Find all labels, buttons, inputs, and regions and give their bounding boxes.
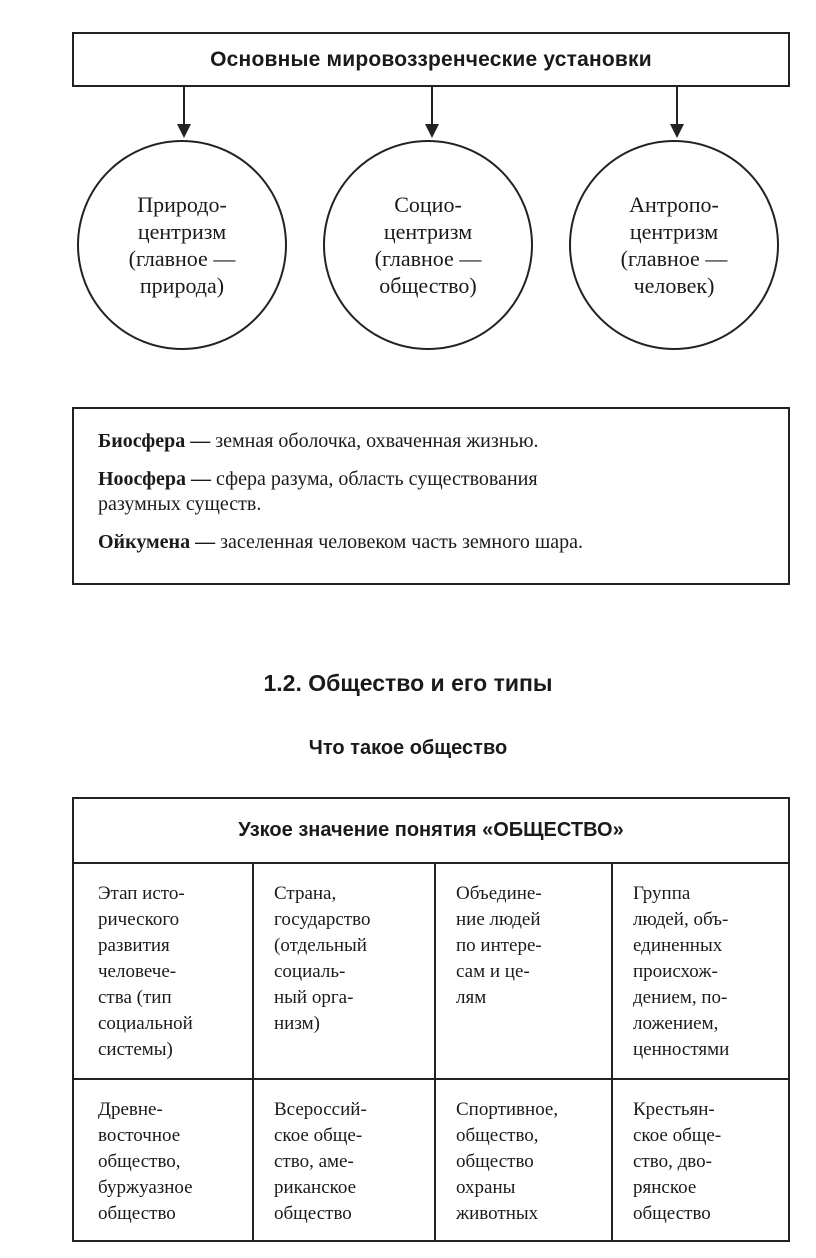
definition-biosphere xyxy=(98,429,764,454)
cell-line: Группа xyxy=(633,883,691,904)
cell-line: общество, xyxy=(98,1151,181,1172)
worldview-header-title: Основные мировоззренческие установки xyxy=(210,47,652,71)
table-column-divider xyxy=(434,862,436,1240)
cell-line: низм) xyxy=(274,1013,320,1034)
cell-line: ние людей xyxy=(456,909,541,930)
circle-sociocentrism xyxy=(323,140,533,350)
cell-line: лям xyxy=(456,987,487,1008)
worldview-header-box xyxy=(72,32,790,87)
cell-line: общество xyxy=(274,1203,352,1224)
cell-line: ское обще- xyxy=(274,1125,363,1146)
arrow-left-head xyxy=(177,124,191,138)
cell-line: животных xyxy=(456,1203,539,1224)
table-cell-example-4 xyxy=(633,1097,721,1227)
cell-line: (отдельный xyxy=(274,935,367,956)
cell-line: рянское xyxy=(633,1177,697,1198)
cell-line: общество xyxy=(456,1151,534,1172)
cell-line: общество xyxy=(98,1203,176,1224)
table-column-divider xyxy=(611,862,613,1240)
society-meaning-table xyxy=(72,797,790,1242)
cell-line: государство xyxy=(274,909,371,930)
table-cell-meaning-1 xyxy=(98,881,193,1063)
circle-line: общество) xyxy=(379,273,477,298)
circle-line: центризм xyxy=(629,219,719,244)
cell-line: рического xyxy=(98,909,180,930)
cell-line: ское обще- xyxy=(633,1125,722,1146)
cell-line: людей, объ- xyxy=(633,909,729,930)
cell-line: буржуазное xyxy=(98,1177,193,1198)
cell-line: развития xyxy=(98,935,170,956)
cell-line: Древне- xyxy=(98,1099,163,1120)
circle-line: Антропо- xyxy=(629,192,719,217)
cell-line: восточное xyxy=(98,1125,181,1146)
cell-line: человече- xyxy=(98,961,177,982)
table-cell-meaning-4 xyxy=(633,881,729,1063)
arrow-right-head xyxy=(670,124,684,138)
circle-line: (главное — xyxy=(620,246,728,271)
circle-line: природа) xyxy=(139,273,225,298)
circle-line: (главное — xyxy=(374,246,482,271)
cell-line: ценностями xyxy=(633,1039,730,1060)
arrow-left-line xyxy=(183,87,185,126)
definition-text: сфера разума, область существования разумных существ. xyxy=(98,468,538,515)
definition-text: заселенная человеком часть земного шара. xyxy=(215,531,583,553)
cell-line: ство, аме- xyxy=(274,1151,354,1172)
cell-line: Спортивное, xyxy=(456,1099,559,1120)
cell-line: Этап исто- xyxy=(98,883,185,904)
definition-term: Биосфера — xyxy=(98,430,211,452)
cell-line: Всероссий- xyxy=(274,1099,367,1120)
arrow-center-line xyxy=(431,87,433,126)
cell-line: сам и це- xyxy=(456,961,530,982)
cell-line: общество xyxy=(633,1203,711,1224)
circle-line: Социо- xyxy=(394,192,462,217)
cell-line: социальной xyxy=(98,1013,193,1034)
definition-noosphere xyxy=(98,467,764,517)
table-header-text: Узкое значение понятия «ОБЩЕСТВО» xyxy=(238,819,624,841)
table-cell-meaning-2 xyxy=(274,881,370,1037)
arrow-center-head xyxy=(425,124,439,138)
circle-anthropocentrism xyxy=(569,140,779,350)
cell-line: Объедине- xyxy=(456,883,542,904)
cell-line: ство, дво- xyxy=(633,1151,712,1172)
cell-line: системы) xyxy=(98,1039,173,1060)
table-column-divider xyxy=(252,862,254,1240)
definition-term: Ноосфера — xyxy=(98,468,212,490)
table-row-divider xyxy=(74,1078,788,1080)
definitions-box xyxy=(72,407,790,585)
arrow-right-line xyxy=(676,87,678,126)
definition-oikumene xyxy=(98,530,764,555)
cell-line: дением, по- xyxy=(633,987,728,1008)
table-header xyxy=(74,799,788,864)
cell-line: единенных xyxy=(633,935,723,956)
circle-line: (главное — xyxy=(128,246,236,271)
cell-line: общество, xyxy=(456,1125,539,1146)
circle-line: центризм xyxy=(383,219,473,244)
cell-line: социаль- xyxy=(274,961,346,982)
cell-line: по интере- xyxy=(456,935,542,956)
cell-line: происхож- xyxy=(633,961,718,982)
cell-line: ства (тип xyxy=(98,987,172,1008)
section-subtitle: Что такое общество xyxy=(308,737,508,759)
cell-line: охраны xyxy=(456,1177,516,1198)
cell-line: Страна, xyxy=(274,883,337,904)
circle-line: Природо- xyxy=(137,192,227,217)
cell-line: ложением, xyxy=(633,1013,719,1034)
definition-term: Ойкумена — xyxy=(98,531,216,553)
table-cell-example-3 xyxy=(456,1097,558,1227)
table-cell-meaning-3 xyxy=(456,881,542,1011)
cell-line: ный орга- xyxy=(274,987,354,1008)
circle-line: человек) xyxy=(633,273,715,298)
cell-line: Крестьян- xyxy=(633,1099,715,1120)
cell-line: риканское xyxy=(274,1177,357,1198)
section-title: 1.2. Общество и его типы xyxy=(263,670,553,696)
circle-naturecentrism xyxy=(77,140,287,350)
table-cell-example-1 xyxy=(98,1097,193,1227)
circle-line: центризм xyxy=(137,219,227,244)
definition-text: земная оболочка, охваченная жизнью. xyxy=(210,430,539,452)
table-cell-example-2 xyxy=(274,1097,367,1227)
